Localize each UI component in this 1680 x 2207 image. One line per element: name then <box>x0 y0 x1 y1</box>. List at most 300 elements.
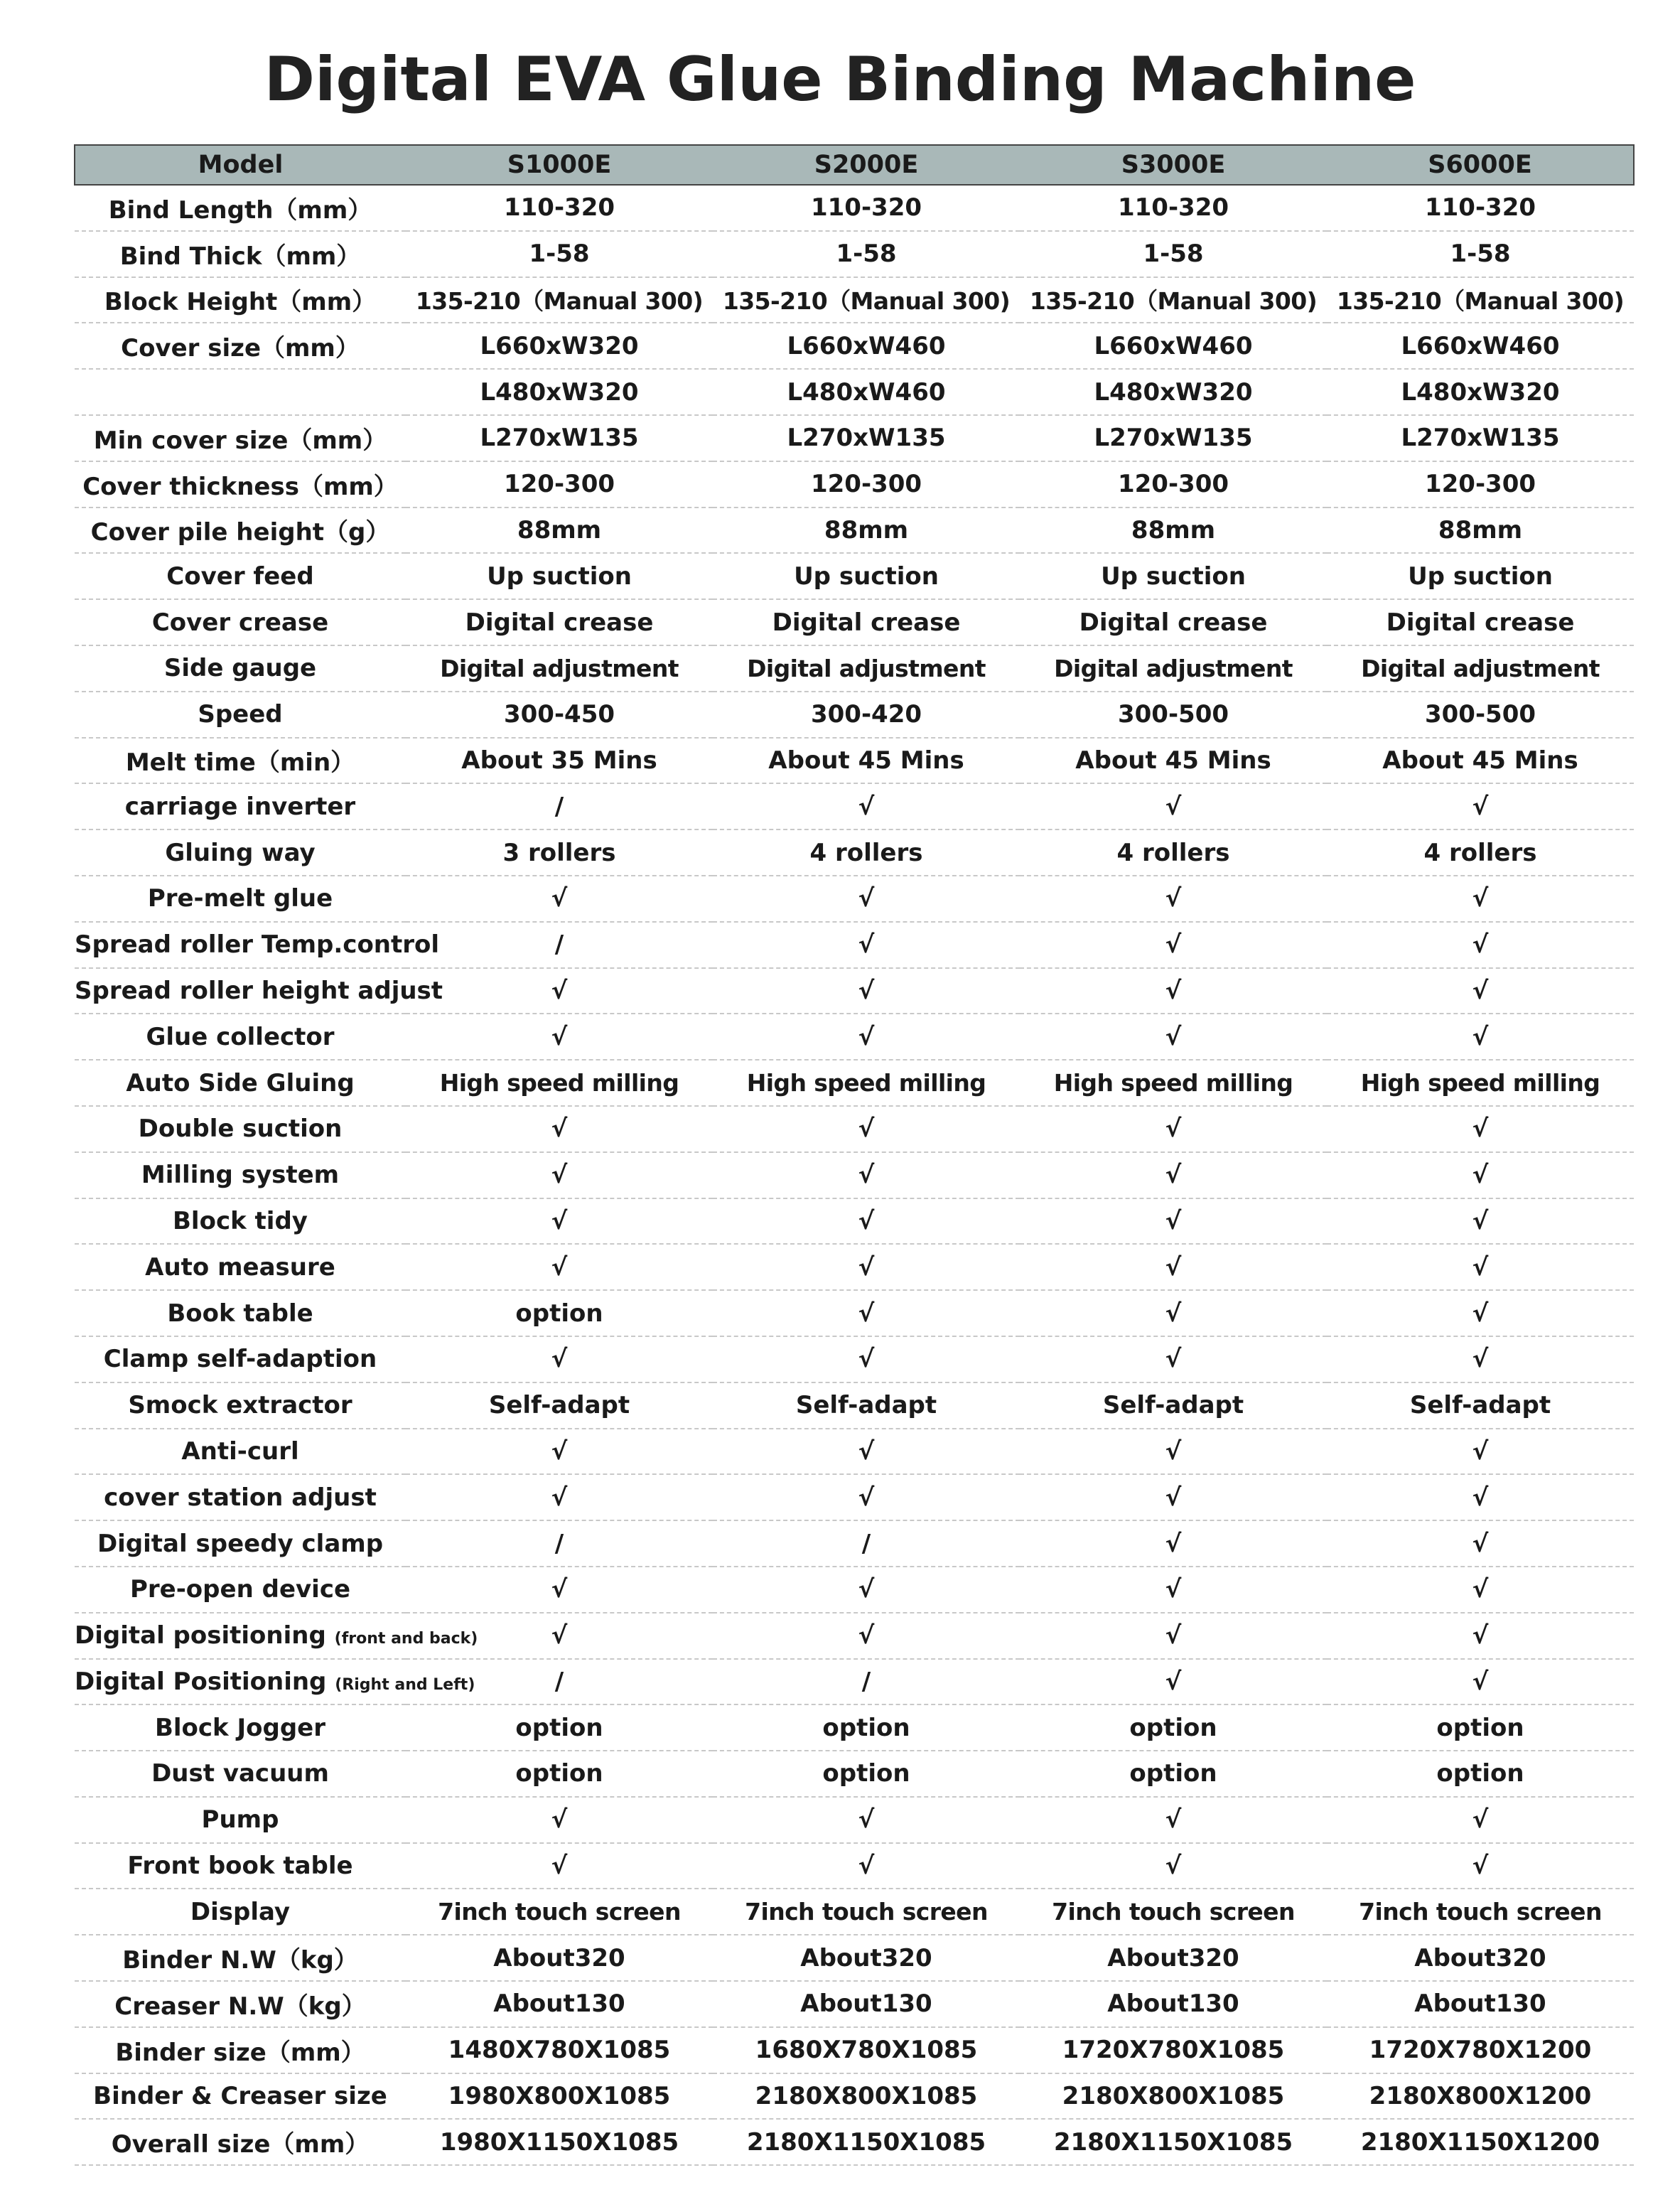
row-label-text: cover station adjust <box>104 1483 377 1512</box>
cell-value: 110-320 <box>713 185 1020 231</box>
cell-value: Digital crease <box>1327 599 1634 645</box>
cell-value: 2180X1150X1085 <box>713 2119 1020 2165</box>
cell-value: / <box>713 1659 1020 1705</box>
row-label-text: Spread roller Temp.control <box>75 930 440 960</box>
cell-value: About 45 Mins <box>1020 738 1327 784</box>
cell-value: √ <box>1020 1797 1327 1843</box>
row-label-text: Block tidy <box>173 1206 308 1235</box>
cell-value: 120-300 <box>1020 461 1327 508</box>
cell-value: 1480X780X1085 <box>406 2027 713 2073</box>
row-label <box>75 2119 406 2165</box>
row-label-text: Binder size（mm） <box>115 2038 365 2067</box>
row-label <box>75 968 443 1014</box>
cell-value: 1-58 <box>713 231 1020 277</box>
cell-value: √ <box>1020 1429 1327 1475</box>
row-label <box>75 1290 406 1336</box>
cell-value: L270xW135 <box>1327 415 1634 461</box>
spec-table <box>74 144 1635 2166</box>
table-row <box>75 553 1634 599</box>
row-label-text: Min cover size（mm） <box>93 426 387 455</box>
row-label-text: Block Height（mm） <box>104 288 377 317</box>
cell-value: 2180X800X1085 <box>1020 2073 1327 2120</box>
table-row <box>75 1106 1634 1152</box>
cell-value: √ <box>1020 968 1327 1014</box>
cell-value: √ <box>1020 1106 1327 1152</box>
cell-value: 88mm <box>1020 508 1327 554</box>
cell-value: √ <box>1020 1613 1327 1659</box>
cell-value: 135-210（Manual 300) <box>1327 277 1634 323</box>
cell-value: L660xW320 <box>406 323 713 369</box>
row-label <box>75 231 406 277</box>
cell-value: 88mm <box>1327 508 1634 554</box>
cell-value: √ <box>406 1014 713 1060</box>
row-label <box>75 876 406 922</box>
cell-value: 2180X800X1200 <box>1327 2073 1634 2120</box>
row-label-text: Book table <box>167 1299 313 1328</box>
cell-value: 3 rollers <box>406 829 713 876</box>
table-row <box>75 1429 1634 1475</box>
cell-value: √ <box>1327 1429 1634 1475</box>
row-label <box>75 1843 406 1889</box>
row-label <box>75 922 440 968</box>
cell-value: About320 <box>1020 1935 1327 1981</box>
cell-value: √ <box>713 1613 1020 1659</box>
cell-value: 2180X800X1085 <box>713 2073 1020 2120</box>
row-label <box>75 1060 406 1106</box>
table-row <box>75 1981 1634 2027</box>
cell-value: L270xW135 <box>1020 415 1327 461</box>
cell-value: About320 <box>406 1935 713 1981</box>
table-row <box>75 1613 1634 1659</box>
row-label-text: Overall size（mm） <box>111 2130 370 2159</box>
row-label-text: Anti-curl <box>181 1437 299 1466</box>
cell-value: √ <box>713 1336 1020 1382</box>
cell-value: Self-adapt <box>713 1382 1020 1429</box>
row-label <box>75 461 406 508</box>
cell-value: / <box>406 922 713 968</box>
cell-value: √ <box>1020 1659 1327 1705</box>
row-label <box>75 1198 406 1245</box>
cell-value: √ <box>1327 1520 1634 1567</box>
row-label <box>75 185 406 231</box>
table-row <box>75 692 1634 738</box>
cell-value: 7inch touch screen <box>1020 1889 1327 1935</box>
row-label <box>75 783 406 829</box>
row-label-text: Creaser N.W（kg） <box>114 1992 366 2021</box>
row-label-text: Block Jogger <box>154 1713 326 1742</box>
table-row <box>75 185 1634 231</box>
row-label <box>75 2073 406 2120</box>
cell-value: √ <box>1020 922 1327 968</box>
row-label <box>75 1797 406 1843</box>
table-row <box>75 1935 1634 1981</box>
cell-value: About 45 Mins <box>1327 738 1634 784</box>
header-s2000e: S2000E <box>713 145 1020 185</box>
row-label <box>75 369 406 415</box>
row-label <box>75 415 406 461</box>
cell-value: √ <box>1020 1244 1327 1290</box>
cell-value: About 35 Mins <box>406 738 713 784</box>
cell-value: √ <box>406 1474 713 1520</box>
row-label-text: Speed <box>198 700 283 729</box>
cell-value: √ <box>713 1567 1020 1613</box>
row-label <box>75 1751 406 1797</box>
cell-value: option <box>406 1290 713 1336</box>
cell-value: option <box>406 1704 713 1751</box>
header-s6000e: S6000E <box>1327 145 1634 185</box>
cell-value: 7inch touch screen <box>1327 1889 1634 1935</box>
cell-value: High speed milling <box>406 1060 713 1106</box>
table-row <box>75 1244 1634 1290</box>
page-title: Digital EVA Glue Binding Machine <box>264 44 1416 115</box>
row-label <box>75 1382 406 1429</box>
row-label <box>75 1014 406 1060</box>
cell-value: √ <box>713 1106 1020 1152</box>
row-label <box>75 553 406 599</box>
row-label-text: carriage inverter <box>124 792 356 821</box>
cell-value: Up suction <box>406 553 713 599</box>
cell-value: About 45 Mins <box>713 738 1020 784</box>
table-row <box>75 1152 1634 1198</box>
cell-value: About320 <box>713 1935 1020 1981</box>
table-row <box>75 1843 1634 1889</box>
row-label <box>75 1889 406 1935</box>
row-label-text: Glue collector <box>146 1022 335 1051</box>
cell-value: √ <box>406 876 713 922</box>
row-label-note: (front and back) <box>334 1630 478 1648</box>
table-row <box>75 2073 1634 2120</box>
table-row <box>75 1659 1634 1705</box>
row-label <box>75 277 406 323</box>
row-label-text: Binder N.W（kg） <box>122 1946 358 1975</box>
cell-value: / <box>406 783 713 829</box>
cell-value: 2180X1150X1085 <box>1020 2119 1327 2165</box>
cell-value: √ <box>713 1152 1020 1198</box>
cell-value: √ <box>1327 1659 1634 1705</box>
table-row <box>75 1290 1634 1336</box>
cell-value: L660xW460 <box>1327 323 1634 369</box>
cell-value: High speed milling <box>713 1060 1020 1106</box>
cell-value: option <box>1327 1751 1634 1797</box>
row-label-text: Gluing way <box>165 838 316 867</box>
cell-value: √ <box>1327 1106 1634 1152</box>
cell-value: √ <box>1020 1152 1327 1198</box>
row-label-text: Digital speedy clamp <box>97 1529 384 1558</box>
cell-value: √ <box>713 876 1020 922</box>
cell-value: Up suction <box>1020 553 1327 599</box>
cell-value: 300-500 <box>1020 692 1327 738</box>
cell-value: √ <box>1327 1014 1634 1060</box>
cell-value: / <box>713 1520 1020 1567</box>
row-label <box>75 323 406 369</box>
table-row <box>75 369 1634 415</box>
cell-value: 135-210（Manual 300) <box>713 277 1020 323</box>
cell-value: √ <box>713 1014 1020 1060</box>
cell-value: 110-320 <box>1327 185 1634 231</box>
row-label <box>75 692 406 738</box>
row-label <box>75 829 406 876</box>
cell-value: √ <box>1327 1152 1634 1198</box>
row-label <box>75 1981 406 2027</box>
cell-value: √ <box>406 1152 713 1198</box>
row-label <box>75 645 406 692</box>
cell-value: √ <box>1020 1520 1327 1567</box>
cell-value: Self-adapt <box>406 1382 713 1429</box>
cell-value: √ <box>406 1429 713 1475</box>
cell-value: option <box>1020 1751 1327 1797</box>
cell-value: √ <box>1327 1290 1634 1336</box>
cell-value: L480xW320 <box>406 369 713 415</box>
cell-value: 1-58 <box>1020 231 1327 277</box>
cell-value: L270xW135 <box>713 415 1020 461</box>
cell-value: About320 <box>1327 1935 1634 1981</box>
cell-value: 110-320 <box>1020 185 1327 231</box>
header-model: Model <box>75 145 406 185</box>
cell-value: 1980X1150X1085 <box>406 2119 713 2165</box>
row-label-text: Pre-open device <box>129 1575 351 1604</box>
cell-value: √ <box>406 1336 713 1382</box>
row-label-text: Pump <box>201 1805 279 1835</box>
cell-value: Digital adjustment <box>1327 645 1634 692</box>
cell-value: √ <box>1327 1474 1634 1520</box>
cell-value: 4 rollers <box>713 829 1020 876</box>
row-label <box>75 1567 406 1613</box>
cell-value: Digital adjustment <box>713 645 1020 692</box>
row-label <box>75 1336 406 1382</box>
cell-value: √ <box>1327 1244 1634 1290</box>
cell-value: √ <box>406 1797 713 1843</box>
cell-value: √ <box>713 1198 1020 1245</box>
cell-value: L660xW460 <box>1020 323 1327 369</box>
table-row <box>75 461 1634 508</box>
row-label-text: Milling system <box>141 1161 340 1190</box>
cell-value: 120-300 <box>1327 461 1634 508</box>
cell-value: √ <box>713 968 1020 1014</box>
cell-value: Self-adapt <box>1327 1382 1634 1429</box>
row-label-text: Digital Positioning <box>75 1667 327 1696</box>
row-label-text: Clamp self-adaption <box>103 1345 377 1374</box>
row-label-text: Side gauge <box>163 654 317 683</box>
cell-value: √ <box>713 1797 1020 1843</box>
cell-value: √ <box>713 1474 1020 1520</box>
cell-value: About130 <box>1020 1981 1327 2027</box>
cell-value: 120-300 <box>713 461 1020 508</box>
cell-value: √ <box>406 1613 713 1659</box>
cell-value: option <box>1327 1704 1634 1751</box>
row-label-text: Binder & Creaser size <box>93 2082 387 2111</box>
cell-value: L480xW460 <box>713 369 1020 415</box>
cell-value: 88mm <box>406 508 713 554</box>
cell-value: √ <box>406 1244 713 1290</box>
table-row <box>75 2119 1634 2165</box>
cell-value: √ <box>1020 1290 1327 1336</box>
cell-value: option <box>406 1751 713 1797</box>
cell-value: High speed milling <box>1020 1060 1327 1106</box>
cell-value: 135-210（Manual 300) <box>406 277 713 323</box>
table-row <box>75 922 1634 968</box>
cell-value: 135-210（Manual 300) <box>1020 277 1327 323</box>
cell-value: 110-320 <box>406 185 713 231</box>
cell-value: option <box>713 1751 1020 1797</box>
table-row <box>75 323 1634 369</box>
table-row <box>75 599 1634 645</box>
cell-value: 300-450 <box>406 692 713 738</box>
cell-value: L480xW320 <box>1020 369 1327 415</box>
cell-value: Self-adapt <box>1020 1382 1327 1429</box>
cell-value: √ <box>1327 1336 1634 1382</box>
row-label-text: Display <box>190 1897 291 1926</box>
row-label <box>75 2027 406 2073</box>
table-row <box>75 415 1634 461</box>
cell-value: √ <box>1327 783 1634 829</box>
cell-value: √ <box>406 1843 713 1889</box>
row-label <box>75 1106 406 1152</box>
cell-value: 4 rollers <box>1327 829 1634 876</box>
row-label-note: (Right and Left) <box>335 1675 475 1694</box>
row-label <box>75 1613 478 1659</box>
row-label-text: Pre-melt glue <box>147 884 333 913</box>
row-label-text: Bind Length（mm） <box>108 195 372 225</box>
cell-value: 1-58 <box>406 231 713 277</box>
cell-value: √ <box>1327 876 1634 922</box>
row-label-text: Smock extractor <box>128 1391 352 1420</box>
cell-value: Digital crease <box>1020 599 1327 645</box>
cell-value: √ <box>713 922 1020 968</box>
header-s3000e: S3000E <box>1020 145 1327 185</box>
cell-value: √ <box>1020 1198 1327 1245</box>
cell-value: / <box>406 1659 713 1705</box>
table-row <box>75 508 1634 554</box>
table-row <box>75 1797 1634 1843</box>
table-row <box>75 968 1634 1014</box>
cell-value: √ <box>406 1106 713 1152</box>
row-label-text: Front book table <box>127 1852 353 1881</box>
cell-value: L270xW135 <box>406 415 713 461</box>
table-row <box>75 231 1634 277</box>
cell-value: √ <box>1020 876 1327 922</box>
cell-value: Digital crease <box>713 599 1020 645</box>
cell-value: 1-58 <box>1327 231 1634 277</box>
cell-value: About130 <box>713 1981 1020 2027</box>
table-row <box>75 1014 1634 1060</box>
cell-value: √ <box>1020 1014 1327 1060</box>
cell-value: Digital adjustment <box>406 645 713 692</box>
cell-value: √ <box>713 1843 1020 1889</box>
cell-value: 7inch touch screen <box>713 1889 1020 1935</box>
row-label <box>75 1935 406 1981</box>
row-label <box>75 1704 406 1751</box>
table-row <box>75 1520 1634 1567</box>
cell-value: About130 <box>1327 1981 1634 2027</box>
cell-value: √ <box>406 1198 713 1245</box>
cell-value: 120-300 <box>406 461 713 508</box>
header-row <box>75 145 1634 185</box>
row-label-text: Digital positioning <box>75 1621 326 1650</box>
row-label-text: Cover crease <box>151 608 329 637</box>
table-row <box>75 1889 1634 1935</box>
cell-value: √ <box>1020 783 1327 829</box>
row-label-text: Cover size（mm） <box>121 334 360 363</box>
table-row <box>75 1474 1634 1520</box>
table-row <box>75 2027 1634 2073</box>
cell-value: √ <box>1020 1843 1327 1889</box>
table-row <box>75 1336 1634 1382</box>
row-label <box>75 599 406 645</box>
cell-value: Digital adjustment <box>1020 645 1327 692</box>
row-label-text: Dust vacuum <box>151 1759 329 1788</box>
cell-value: 2180X1150X1200 <box>1327 2119 1634 2165</box>
cell-value: √ <box>406 968 713 1014</box>
cell-value: 7inch touch screen <box>406 1889 713 1935</box>
spec-table-body <box>75 185 1634 2165</box>
table-row <box>75 1198 1634 1245</box>
cell-value: √ <box>1327 1198 1634 1245</box>
cell-value: √ <box>1327 1567 1634 1613</box>
row-label-text: Auto Side Gluing <box>126 1068 355 1097</box>
row-label-text: Auto measure <box>145 1252 335 1282</box>
table-row <box>75 277 1634 323</box>
cell-value: √ <box>1327 968 1634 1014</box>
table-row <box>75 829 1634 876</box>
cell-value: √ <box>1020 1567 1327 1613</box>
row-label <box>75 1152 406 1198</box>
row-label <box>75 508 406 554</box>
cell-value: 1980X800X1085 <box>406 2073 713 2120</box>
cell-value: √ <box>1327 922 1634 968</box>
row-label-text: Melt time（min） <box>125 748 355 778</box>
cell-value: √ <box>1327 1797 1634 1843</box>
row-label <box>75 1474 406 1520</box>
cell-value: 300-500 <box>1327 692 1634 738</box>
table-row <box>75 783 1634 829</box>
row-label-text: Double suction <box>138 1115 343 1144</box>
cell-value: 1720X780X1200 <box>1327 2027 1634 2073</box>
row-label <box>75 1520 406 1567</box>
cell-value: √ <box>713 1429 1020 1475</box>
header-s1000e: S1000E <box>406 145 713 185</box>
table-row <box>75 1704 1634 1751</box>
cell-value: √ <box>1020 1336 1327 1382</box>
cell-value: √ <box>1327 1613 1634 1659</box>
cell-value: 88mm <box>713 508 1020 554</box>
cell-value: √ <box>713 783 1020 829</box>
row-label <box>75 1429 406 1475</box>
cell-value: High speed milling <box>1327 1060 1634 1106</box>
cell-value: About130 <box>406 1981 713 2027</box>
table-row <box>75 645 1634 692</box>
cell-value: √ <box>406 1567 713 1613</box>
cell-value: / <box>406 1520 713 1567</box>
cell-value: Up suction <box>713 553 1020 599</box>
cell-value: √ <box>713 1290 1020 1336</box>
table-row <box>75 1060 1634 1106</box>
row-label <box>75 1244 406 1290</box>
row-label <box>75 1659 475 1705</box>
cell-value: 1720X780X1085 <box>1020 2027 1327 2073</box>
row-label-text: Cover thickness（mm） <box>82 472 398 501</box>
cell-value: option <box>713 1704 1020 1751</box>
table-row <box>75 738 1634 784</box>
row-label-text: Bind Thick（mm） <box>119 242 361 271</box>
row-label-text: Spread roller height adjust <box>75 976 443 1005</box>
cell-value: Digital crease <box>406 599 713 645</box>
table-row <box>75 1382 1634 1429</box>
table-row <box>75 1751 1634 1797</box>
cell-value: 4 rollers <box>1020 829 1327 876</box>
cell-value: 300-420 <box>713 692 1020 738</box>
table-row <box>75 876 1634 922</box>
cell-value: √ <box>1020 1474 1327 1520</box>
